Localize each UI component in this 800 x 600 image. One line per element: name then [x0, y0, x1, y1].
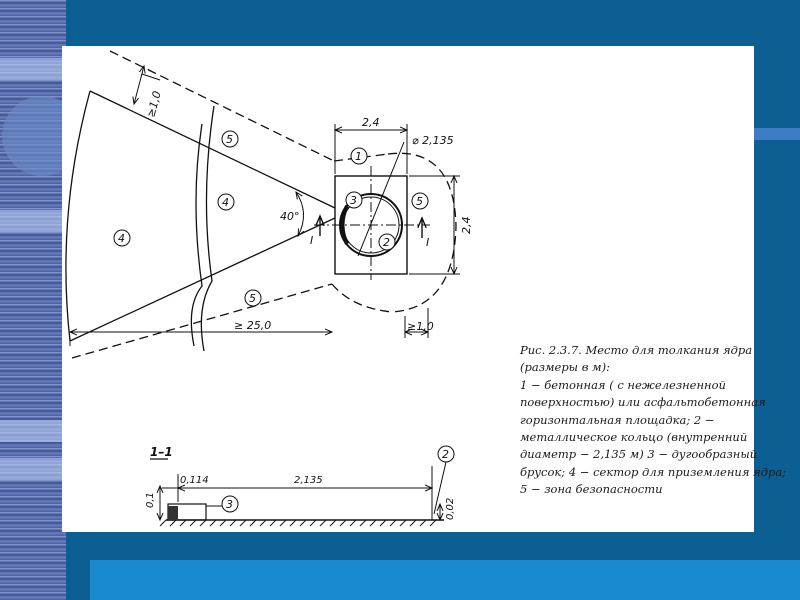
- section-height-left: 0,1: [145, 492, 156, 508]
- dim-width-label: 2,4: [362, 116, 380, 129]
- callout-circles: [114, 131, 428, 306]
- caption-line: диаметр − 2,135 м) 3 − дугообразный: [520, 447, 758, 462]
- section-view: [145, 445, 456, 526]
- section-span-dim: 2,135: [294, 475, 323, 486]
- caption-line: брусок; 4 − сектор для приземления ядра;: [520, 464, 787, 479]
- section-marker-2: 2: [442, 448, 449, 461]
- decorative-bar-right: [752, 128, 800, 140]
- section-marker-3: 3: [226, 498, 233, 511]
- marker-3: 3: [350, 194, 357, 207]
- caption-line: (размеры в м):: [520, 360, 610, 375]
- caption-line: поверхностью) или асфальтобетонная: [520, 395, 766, 410]
- dim-sector-label: ≥ 25,0: [234, 319, 272, 332]
- safety-zone: [72, 51, 456, 358]
- decorative-band: [0, 420, 66, 442]
- marker-2: 2: [383, 236, 390, 249]
- section-mark-right: I: [426, 236, 430, 249]
- caption-line: Рис. 2.3.7. Место для толкания ядра: [520, 343, 753, 357]
- decorative-bar-bottom: [90, 560, 800, 600]
- marker-5-right: 5: [416, 195, 423, 208]
- dim-height-label: 2,4: [460, 216, 473, 234]
- decorative-band: [0, 58, 66, 80]
- caption-line: горизонтальная площадка; 2 −: [520, 412, 715, 427]
- section-mark-left: I: [310, 234, 314, 247]
- marker-4-inner: 4: [222, 196, 229, 209]
- figure-caption: [520, 342, 787, 499]
- marker-1: 1: [355, 150, 362, 163]
- caption-line: 5 − зона безопасности: [520, 482, 663, 497]
- decorative-band: [0, 210, 66, 232]
- dim-safety-bottom-label: ≥1,0: [407, 320, 434, 333]
- dimension-lines: [70, 66, 460, 346]
- decorative-band: [0, 458, 66, 480]
- angle-label: 40°: [280, 210, 300, 223]
- section-board-hatch: [168, 506, 178, 520]
- section-height-right: 0,02: [445, 497, 456, 520]
- caption-line: металлическое кольцо (внутренний: [520, 430, 748, 445]
- marker-5-bottom: 5: [249, 292, 256, 305]
- marker-4-outer: 4: [118, 232, 125, 245]
- caption-line: 1 − бетонная ( с нежелезненной: [520, 377, 726, 392]
- decorative-left-strip: [0, 0, 66, 600]
- dim-safety-top-label: ≥1,0: [144, 89, 164, 119]
- section-title: 1–1: [150, 445, 173, 459]
- dim-diameter-label: ⌀ 2,135: [412, 134, 454, 147]
- section-board-dim: 0,114: [180, 475, 209, 486]
- marker-5-top: 5: [226, 133, 233, 146]
